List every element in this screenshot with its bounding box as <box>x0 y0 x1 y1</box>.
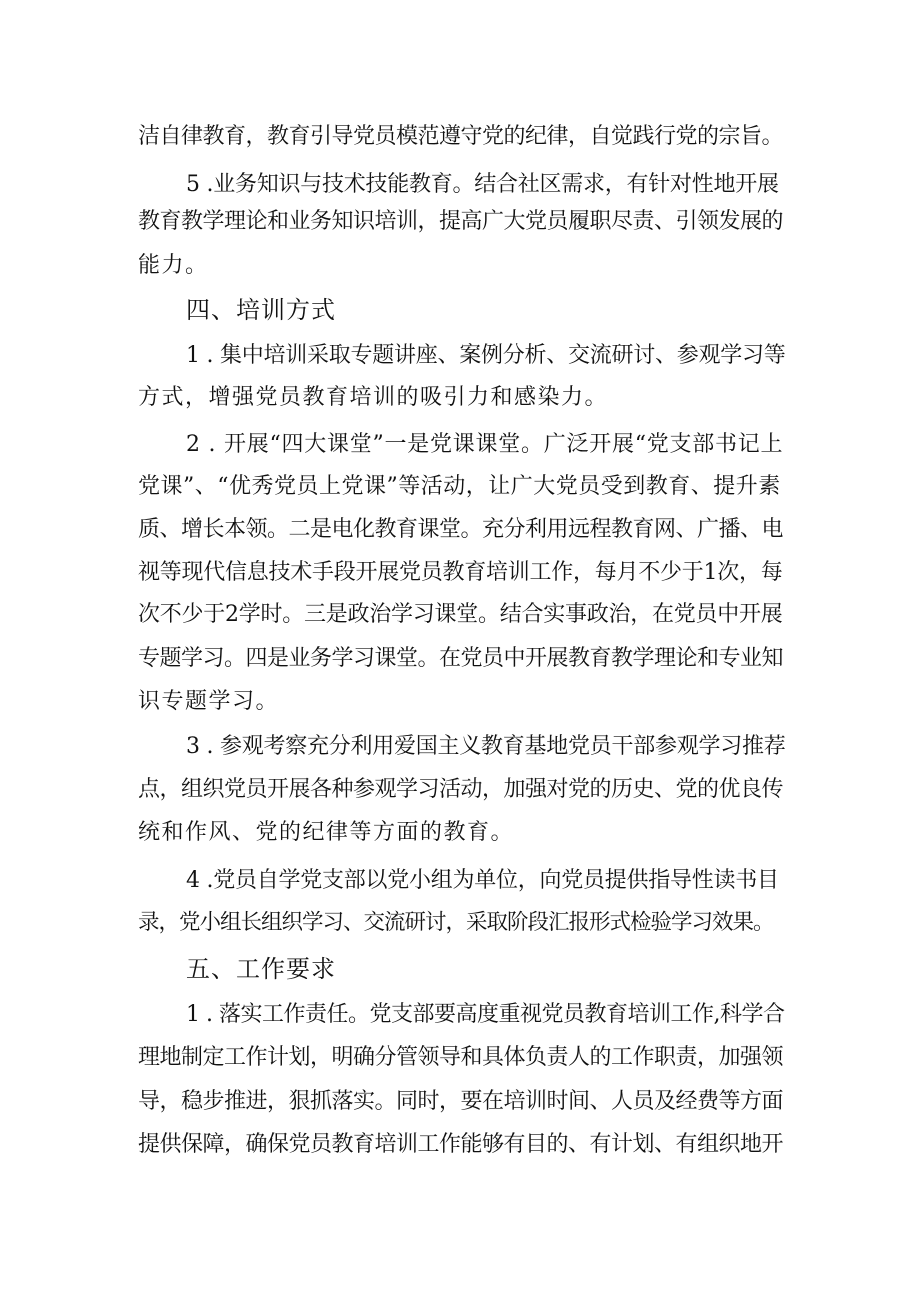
text-line: 党课”、“优秀党员上党课”等活动，让广大党员受到教育、提升素 <box>138 474 781 499</box>
section-heading: 四、培训方式 <box>186 296 336 324</box>
text-line: 次不少于2学时。三是政治学习课堂。结合实事政治，在党员中开展 <box>138 602 783 627</box>
text-line: 专题学习。四是业务学习课堂。在党员中开展教育教学理论和专业知 <box>138 646 784 671</box>
text-line: 方式，增强党员教育培训的吸引力和感染力。 <box>138 385 609 410</box>
text-line: 4 .党员自学党支部以党小组为单位，向党员提供指导性读书目 <box>186 868 779 893</box>
text-line: 1 . 集中培训采取专题讲座、案例分析、交流研讨、参观学习等 <box>186 343 786 368</box>
text-line: 点，组织党员开展各种参观学习活动，加强对党的历史、党的优良传 <box>138 777 784 802</box>
text-line: 5 .业务知识与技术技能教育。结合社区需求，有针对性地开展 <box>186 172 779 197</box>
text-line: 识专题学习。 <box>138 689 280 714</box>
text-line: 录，党小组长组织学习、交流研讨，采取阶段汇报形式检验学习效果。 <box>138 910 774 935</box>
text-line: 1 . 落实工作责任。党支部要高度重视党员教育培训工作,科学合 <box>186 1002 785 1027</box>
text-line: 提供保障，确保党员教育培训工作能够有目的、有计划、有组织地开 <box>138 1132 784 1157</box>
text-line: 2 . 开展“四大课堂”一是党课课堂。广泛开展“党支部书记上 <box>186 432 784 457</box>
text-line: 教育教学理论和业务知识培训，提高广大党员履职尽责、引领发展的 <box>138 209 784 234</box>
text-line: 3 . 参观考察充分利用爱国主义教育基地党员干部参观学习推荐 <box>186 734 786 759</box>
text-line: 质、增长本领。二是电化教育课堂。充分利用远程教育网、广播、电 <box>138 517 784 542</box>
text-line: 理地制定工作计划，明确分管领导和具体负责人的工作职责，加强领 <box>138 1045 784 1070</box>
section-heading: 五、工作要求 <box>186 955 336 983</box>
text-line: 洁自律教育，教育引导党员模范遵守党的纪律，自觉践行党的宗旨。 <box>138 124 784 149</box>
text-line: 统和作风、党的纪律等方面的教育。 <box>138 820 515 845</box>
text-line: 导，稳步推进，狠抓落实。同时，要在培训时间、人员及经费等方面 <box>138 1089 784 1114</box>
text-line: 能力。 <box>138 253 209 278</box>
text-line: 视等现代信息技术手段开展党员教育培训工作，每月不少于1次，每 <box>138 560 783 585</box>
